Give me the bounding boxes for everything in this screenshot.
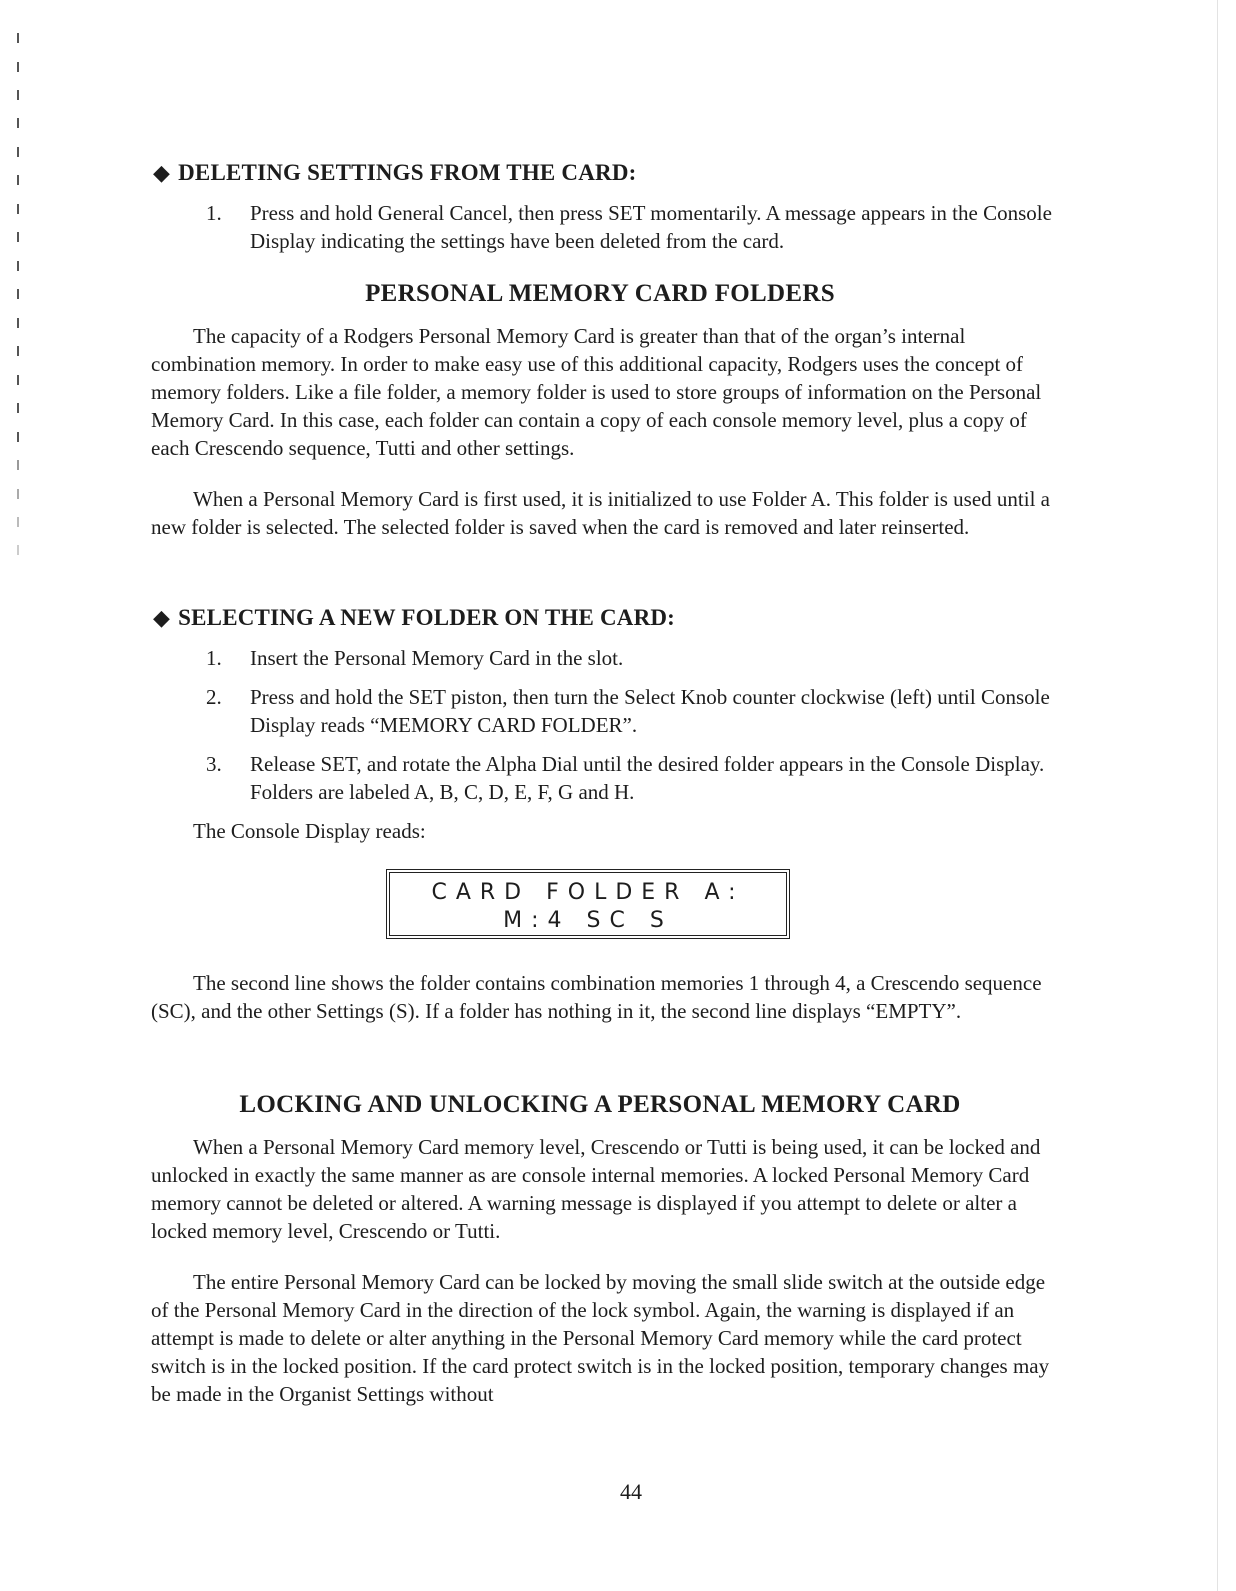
scan-mark xyxy=(17,432,19,442)
step-number: 1. xyxy=(206,201,222,225)
scan-mark xyxy=(17,118,19,128)
scan-mark xyxy=(17,90,19,100)
step-text: Press and hold the SET piston, then turn the Select Knob counter clockwise (left) until Console Display reads “MEMORY CARD FOLDER”. xyxy=(250,685,1050,737)
locking-paragraph-1: When a Personal Memory Card memory level, Crescendo or Tutti is being used, it can be locked and unlocked in exactly the same manner as are console internal memories. A locked Personal Memory Card memory cannot be deleted or altered. A warning message is displayed if you attempt to delete or alter a locked memory level, Crescendo or Tutti. xyxy=(151,1135,1041,1243)
scan-mark xyxy=(17,318,19,328)
folder-explanation-paragraph: The second line shows the folder contains combination memories 1 through 4, a Crescendo sequence (SC), and the other Settings (S). If a folder has nothing in it, the second line displays “EMPTY”. xyxy=(151,971,1042,1023)
scan-edge-line xyxy=(1217,0,1218,1591)
step-text: Release SET, and rotate the Alpha Dial until the desired folder appears in the Console Display. Folders are labeled A, B, C, D, E, F, G and H. xyxy=(250,752,1045,804)
step-number: 2. xyxy=(206,685,222,709)
folders-section-title: PERSONAL MEMORY CARD FOLDERS xyxy=(365,280,835,307)
heading-text: DELETING SETTINGS FROM THE CARD: xyxy=(178,160,637,185)
selecting-folder-heading xyxy=(153,605,675,631)
folders-paragraph-1: The capacity of a Rodgers Personal Memory Card is greater than that of the organ’s internal combination memory. In order to make easy use of this additional capacity, Rodgers uses the concept of memory folders. Like a file folder, a memory folder is used to store groups of information on the Personal Memory Card. In this case, each folder can contain a copy of each console memory level, plus a copy of each Crescendo sequence, Tutti and other settings. xyxy=(151,324,1042,460)
scan-mark xyxy=(17,232,19,242)
step-text: Press and hold General Cancel, then press SET momentarily. A message appears in the Console Display indicating the settings have been deleted from the card. xyxy=(250,201,1052,253)
scan-mark xyxy=(17,517,19,527)
scan-mark xyxy=(17,489,19,499)
scan-mark xyxy=(17,175,19,185)
step-text: Insert the Personal Memory Card in the slot. xyxy=(250,646,624,670)
scan-mark xyxy=(17,346,19,356)
locking-section-title: LOCKING AND UNLOCKING A PERSONAL MEMORY CARD xyxy=(239,1091,961,1118)
scan-mark xyxy=(17,545,19,555)
scan-mark xyxy=(17,403,19,413)
step-number: 1. xyxy=(206,646,222,670)
scan-mark xyxy=(17,62,19,72)
heading-text: SELECTING A NEW FOLDER ON THE CARD: xyxy=(178,605,676,630)
console-display-box xyxy=(386,869,790,939)
scan-mark xyxy=(17,460,19,470)
page-number: 44 xyxy=(620,1479,642,1504)
scan-mark xyxy=(17,204,19,214)
deleting-settings-heading xyxy=(153,160,637,186)
diamond-bullet-icon: ◆ xyxy=(153,160,171,185)
console-display-line-1: CARD FOLDER A: xyxy=(431,880,745,905)
diamond-bullet-icon: ◆ xyxy=(153,605,171,630)
console-display-line-2: M:4 SC S xyxy=(503,908,673,933)
step-number: 3. xyxy=(206,752,222,776)
scan-mark xyxy=(17,33,19,43)
scan-mark xyxy=(17,261,19,271)
scan-mark xyxy=(17,375,19,385)
display-intro-text: The Console Display reads: xyxy=(193,819,426,843)
folders-paragraph-2: When a Personal Memory Card is first used, it is initialized to use Folder A. This folder is used until a new folder is selected. The selected folder is saved when the card is removed and later reinserted. xyxy=(151,487,1050,539)
scan-mark xyxy=(17,147,19,157)
locking-paragraph-2: The entire Personal Memory Card can be locked by moving the small slide switch at the outside edge of the Personal Memory Card in the direction of the lock symbol. Again, the warning is displayed if an attempt is made to delete or alter anything in the Personal Memory Card memory while the card protect switch is in the locked position. If the card protect switch is in the locked position, temporary changes may be made in the Organist Settings without xyxy=(151,1270,1050,1406)
